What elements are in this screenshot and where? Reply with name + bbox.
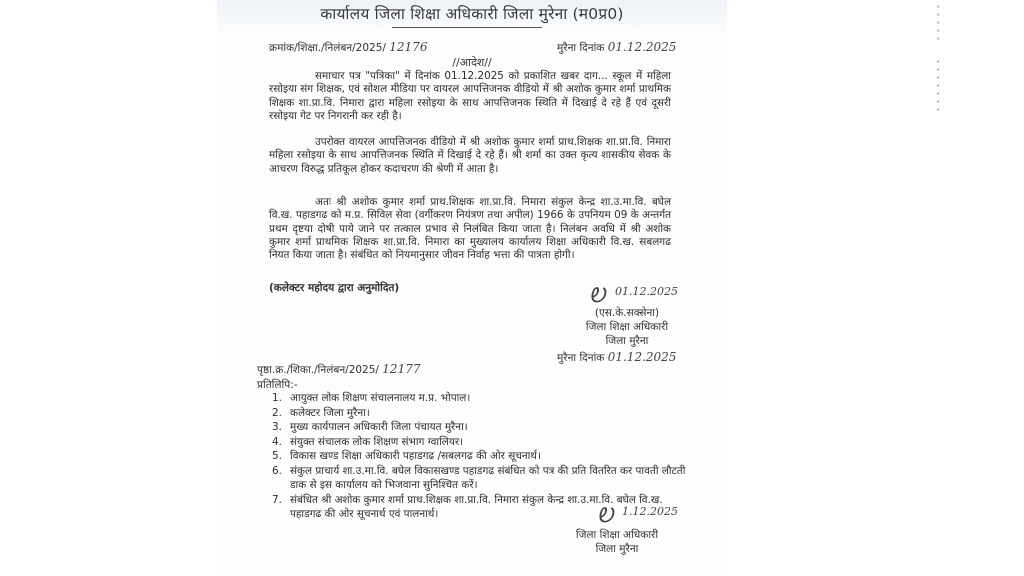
- copy-to-item: [272, 406, 692, 421]
- item-number: 1.: [272, 392, 282, 404]
- copy-to-label: प्रतिलिपि:-: [257, 379, 298, 391]
- item-number: 7.: [272, 493, 282, 506]
- signature-2-date: 1.12.2025: [622, 505, 678, 518]
- copy-to-item: [272, 464, 692, 493]
- copy-to-item: [272, 449, 692, 464]
- paragraph-2: [269, 136, 671, 176]
- title-underline: [392, 27, 542, 28]
- endorsement-number: [257, 362, 420, 377]
- approval-note: (कलेक्टर महोदय द्वारा अनुमोदित): [269, 282, 400, 294]
- endorsement-label: पृष्ठा.क्र./शिका./निलंबन/2025/: [257, 364, 379, 376]
- signatory-2-designation: जिला शिक्षा अधिकारी: [575, 529, 659, 541]
- signatory-1-name: (एस.के.सक्सेना): [594, 307, 660, 319]
- item-text: आयुक्त लोक शिक्षण संचालनालय म.प्र. भोपाल।: [290, 392, 471, 404]
- signature-1: Ꭷ: [589, 283, 605, 307]
- signature-1-date: 01.12.2025: [615, 285, 678, 298]
- scan-edge-mark: [937, 60, 939, 115]
- order-heading: //आदेश//: [452, 56, 492, 69]
- paragraph-1: [269, 70, 671, 123]
- item-text: संबंधित श्री अशोक कुमार शर्मा प्राथ.शिक्षक शा.प्रा.वि. निमारा संकुल केन्द्र शा.उ.मा.वि. बघेल वि.ख. पहाडगढ की ओर सूचनार्थ एवं पालनार्थ।: [290, 493, 663, 520]
- document-page: [217, 0, 727, 576]
- item-number: 5.: [272, 450, 282, 462]
- paragraph-3: [269, 196, 671, 262]
- item-number: 3.: [272, 421, 282, 433]
- endorsement-number-handwritten: 12177: [382, 362, 421, 376]
- signatory-2-block: [547, 528, 687, 556]
- reference-date: [557, 40, 676, 55]
- signatory-1-date-line: [557, 350, 676, 365]
- item-text: संकुल प्राचार्य शा.उ.मा.वि. बघेल विकासखण्ड पहाडगढ संबंधित को पत्र की प्रति वितरित कर पावती लौटती डाक से इस कार्यालय को भिजवाना सुनिश्चित करें।: [290, 464, 686, 491]
- item-text: संयुक्त संचालक लोक शिक्षण संभाग ग्वालियर।: [290, 435, 464, 448]
- reference-label: क्रमांक/शिक्षा./निलंबन/2025/: [269, 42, 386, 54]
- item-number: 4.: [272, 435, 282, 448]
- reference-number-handwritten: 12176: [389, 40, 428, 54]
- office-title: कार्यालय जिला शिक्षा अधिकारी जिला मुरेना (म0प्र0): [320, 5, 624, 23]
- signatory-1-block: [557, 306, 697, 348]
- item-number: 6.: [272, 464, 282, 477]
- item-text: विकास खण्ड शिक्षा अधिकारी पहाडगढ /सबलगढ की ओर सूचनार्थ।: [290, 450, 541, 462]
- signatory-1-district: जिला मुरैना: [605, 335, 649, 347]
- paragraph-1-text: समाचार पत्र "पत्रिका" में दिनांक 01.12.2025 को प्रकाशित खबर दाग... स्कूल में महिला रसोइया संग शिक्षक, एवं सोशल मीडिया पर वायरल आपत्तिजनक वीडियो में श्री अशोक कुमार शर्मा प्राथमिक शिक्षक शा.प्रा.वि. निमारा द्वारा महिला रसोइया के साथ आपत्तिजनक स्थिति में दिखाई दे रहे हैं एवं दूसरी रसोइया गेट पर निगरानी कर रही है।: [269, 70, 671, 122]
- copy-to-item: [272, 391, 692, 406]
- signature-2: Ꭷ: [597, 503, 613, 527]
- reference-number: [269, 40, 427, 55]
- scan-edge-mark: [937, 5, 939, 40]
- copy-to-item: [272, 435, 692, 450]
- paragraph-3-text: अतः श्री अशोक कुमार शर्मा प्राथ.शिक्षक शा.प्रा.वि. निमारा संकुल केन्द्र शा.उ.मा.वि. बघेल वि.ख. पहाडगढ को म.प्र. सिविल सेवा (वर्गीकरण नियंत्रण तथा अपील) 1966 के उपनियम 09 के अन्तर्गत प्रथम दृष्टया दोषी पाये जाने पर तत्काल प्रभाव से निलंबित किया जाता है। निलंबन अवधि में श्री अशोक कुमार शर्मा प्राथमिक शिक्षक शा.प्रा.वि. निमारा का मुख्यालय कार्यालय शिक्षा अधिकारी वि.ख. सबलगढ नियत किया जाता है। संबंधित को नियमानुसार जीवन निर्वाह भत्ता की पात्रता होगी।: [269, 196, 671, 262]
- signatory-1-date: 01.12.2025: [607, 350, 677, 364]
- signatory-1-designation: जिला शिक्षा अधिकारी: [585, 321, 669, 333]
- item-text: कलेक्टर जिला मुरैना।: [290, 406, 370, 419]
- copy-to-item: [272, 420, 692, 435]
- date-handwritten: 01.12.2025: [607, 40, 677, 54]
- paragraph-2-text: उपरोक्त वायरल आपत्तिजनक वीडियो में श्री अशोक कुमार शर्मा प्राथ.शिक्षक शा.प्रा.वि. निमारा महिला रसोइया के साथ आपत्तिजनक स्थिति में दिखाई दे रहे हैं। श्री शर्मा का उक्त कृत्य शासकीय सेवक के आचरण विरुद्ध प्रतिकूल होकर कदाचरण की श्रेणी में आता है।: [269, 136, 671, 175]
- item-text: मुख्य कार्यपालन अधिकारी जिला पंचायत मुरैना।: [290, 421, 468, 433]
- signatory-2-district: जिला मुरैना: [595, 543, 639, 555]
- signatory-1-date-label: मुरैना दिनांक: [557, 352, 605, 364]
- copy-to-list: [272, 391, 692, 522]
- place-date-label: मुरैना दिनांक: [557, 42, 605, 54]
- item-number: 2.: [272, 406, 282, 419]
